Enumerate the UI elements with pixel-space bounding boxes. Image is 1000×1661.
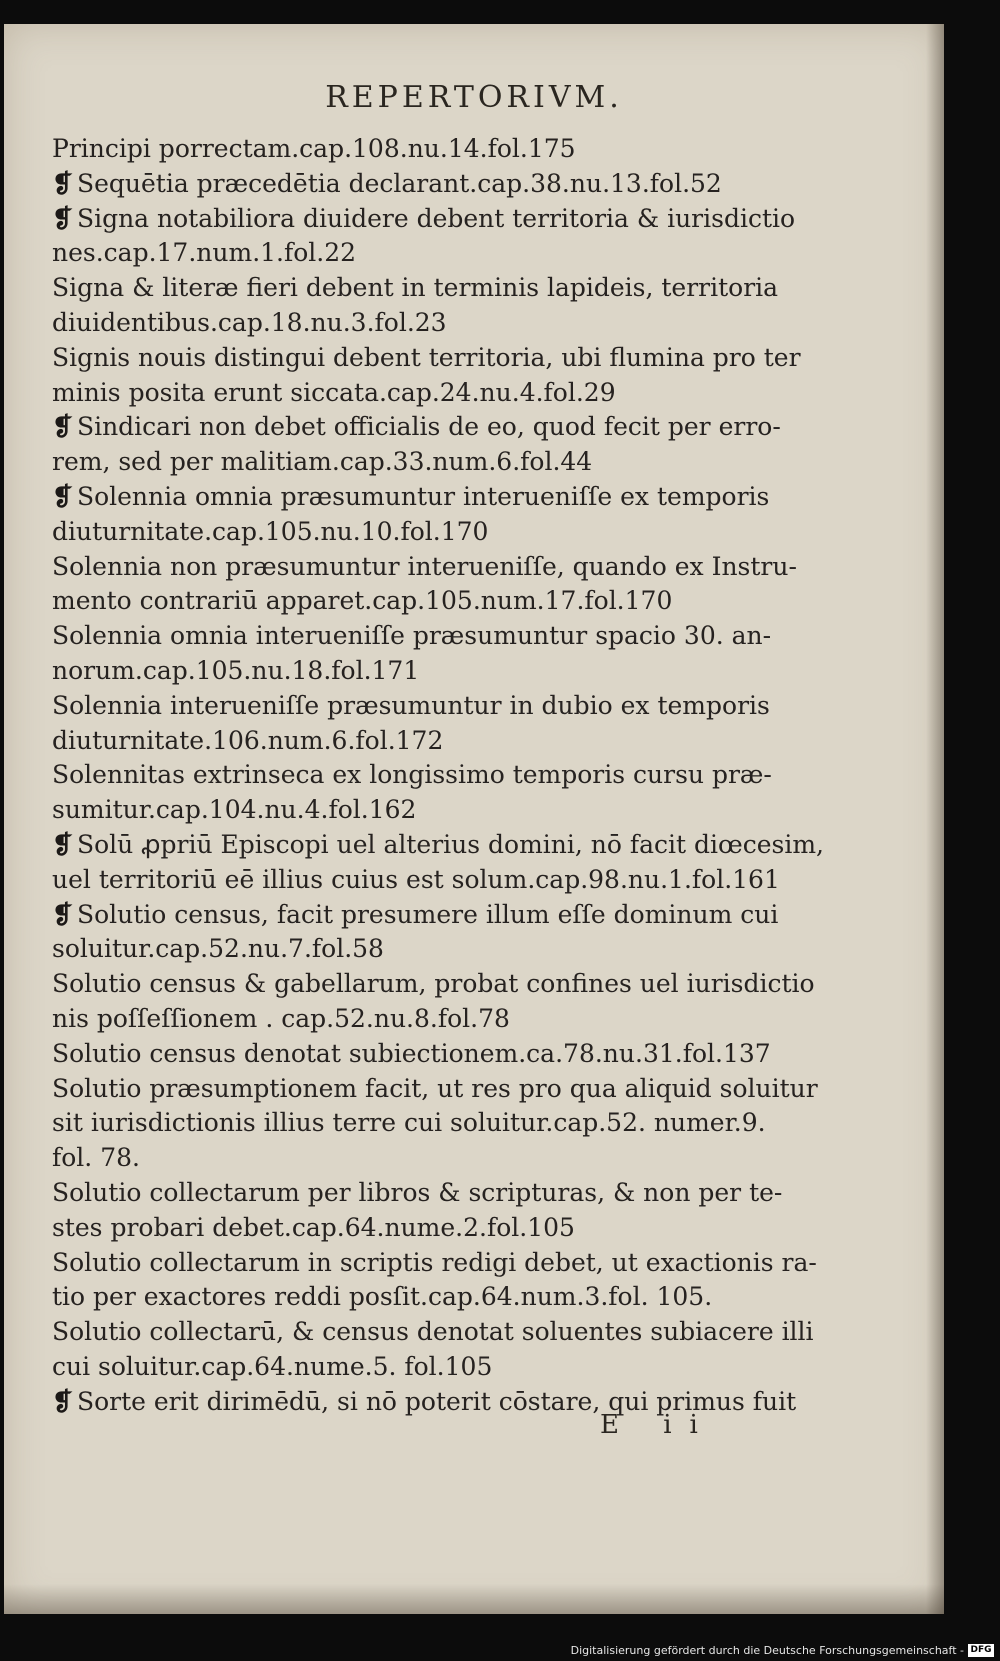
- entry-continuation-line: diuturnitate.106.num.6.fol.172: [52, 725, 444, 755]
- entry-continuation-line: soluitur.cap.52.nu.7.fol.58: [52, 934, 384, 964]
- signature-mark: E ii: [600, 1410, 716, 1440]
- entry-line: Solutio census & gabellarum, probat confines uel iurisdictio: [52, 969, 815, 999]
- index-entry: [52, 132, 772, 167]
- paragraph-mark-icon: ❡: [52, 203, 73, 233]
- index-entry: [52, 480, 772, 550]
- page-edge-shadow: [926, 24, 944, 1614]
- index-entry: [52, 1176, 783, 1246]
- entry-line: Signa & literæ fieri debent in terminis lapideis, territoria: [52, 273, 779, 303]
- entry-continuation-line: sit iurisdictionis illius terre cui soluitur.cap.52. numer.9.: [52, 1108, 766, 1138]
- entry-continuation-line: nes.cap.17.num.1.fol.22: [52, 238, 357, 268]
- entry-line: ❡ Sindicari non debet officialis de eo, quod fecit per erro-: [52, 412, 781, 442]
- entry-line: ❡ Sorte erit dirimēdū, si nō poterit cōstare, qui primus fuit: [52, 1386, 797, 1416]
- paragraph-mark-icon: ❡: [52, 481, 73, 511]
- entry-line: Solutio collectarū, & census denotat soluentes subiacere illi: [52, 1317, 814, 1347]
- entry-line: Solennitas extrinseca ex longissimo temporis cursu præ-: [52, 760, 772, 790]
- index-entry: [52, 550, 797, 620]
- paragraph-mark-icon: ❡: [52, 1386, 73, 1416]
- entry-continuation-line: minis posita erunt siccata.cap.24.nu.4.fol.29: [52, 377, 616, 407]
- index-entry: [52, 167, 772, 202]
- index-entries: [52, 132, 824, 1419]
- index-entry: [52, 828, 824, 898]
- entry-continuation-line: tio per exactores reddi posſit.cap.64.num.3.fol. 105.: [52, 1282, 713, 1312]
- entry-line: Solutio collectarum per libros & scripturas, & non per te-: [52, 1177, 783, 1207]
- running-head: REPERTORIVM.: [325, 80, 623, 115]
- dfg-logo: DFG: [968, 1644, 994, 1657]
- entry-continuation-line: nis poſſeſſionem . cap.52.nu.8.fol.78: [52, 1003, 510, 1033]
- entry-continuation-line: diuturnitate.cap.105.nu.10.fol.170: [52, 516, 489, 546]
- index-entry: [52, 898, 779, 968]
- paragraph-mark-icon: ❡: [52, 412, 73, 442]
- index-entry: [52, 1072, 818, 1176]
- paragraph-mark-icon: ❡: [52, 899, 73, 929]
- entry-continuation-line: uel territoriū eē illius cuius est solum.cap.98.nu.1.fol.161: [52, 864, 780, 894]
- page-bottom-shadow: [4, 1584, 944, 1614]
- entry-continuation-line: stes probari debet.cap.64.nume.2.fol.105: [52, 1212, 575, 1242]
- paragraph-mark-icon: ❡: [52, 168, 73, 198]
- entry-continuation-line: cui soluitur.cap.64.nume.5. fol.105: [52, 1351, 493, 1381]
- entry-line: Signis nouis distingui debent territoria, ubi flumina pro ter: [52, 342, 801, 372]
- index-entry: [52, 758, 772, 828]
- index-entry: [52, 410, 781, 480]
- entry-continuation-line: diuidentibus.cap.18.nu.3.fol.23: [52, 307, 447, 337]
- entry-line: Solennia interueniſſe præsumuntur in dubio ex temporis: [52, 690, 770, 720]
- index-entry: [52, 271, 779, 341]
- entry-line: ❡ Solennia omnia præsumuntur interueniſſe ex temporis: [52, 481, 770, 511]
- entry-continuation-line: rem, sed per malitiam.cap.33.num.6.fol.44: [52, 447, 593, 477]
- index-entry: [52, 202, 796, 272]
- index-entry: [52, 619, 772, 689]
- entry-continuation-line: sumitur.cap.104.nu.4.fol.162: [52, 795, 417, 825]
- index-entry: [52, 1037, 772, 1072]
- entry-line: ❡ Sequētia præcedētia declarant.cap.38.nu.13.fol.52: [52, 168, 722, 198]
- entry-line: Solutio census denotat subiectionem.ca.78.nu.31.fol.137: [52, 1038, 771, 1068]
- entry-line: Principi porrectam.cap.108.nu.14.fol.175: [52, 134, 576, 163]
- entry-line: Solennia omnia interueniſſe præsumuntur spacio 30. an-: [52, 621, 772, 651]
- entry-line: Solennia non præsumuntur interueniſſe, quando ex Instru-: [52, 551, 797, 581]
- entry-continuation-line: fol. 78.: [52, 1143, 140, 1173]
- entry-line: Solutio præsumptionem facit, ut res pro qua aliquid soluitur: [52, 1073, 818, 1103]
- index-entry: [52, 1246, 817, 1316]
- index-entry: [52, 689, 772, 759]
- entry-line: Solutio collectarum in scriptis redigi debet, ut exactionis ra-: [52, 1247, 817, 1277]
- entry-continuation-line: mento contrariū apparet.cap.105.num.17.fol.170: [52, 586, 673, 616]
- funding-credit: Digitalisierung gefördert durch die Deutsche Forschungsgemeinschaft -: [570, 1644, 964, 1657]
- paragraph-mark-icon: ❡: [52, 829, 73, 859]
- entry-continuation-line: norum.cap.105.nu.18.fol.171: [52, 655, 420, 685]
- book-page: [4, 24, 944, 1614]
- entry-line: ❡ Signa notabiliora diuidere debent territoria & iurisdictio: [52, 203, 796, 233]
- index-entry: [52, 1315, 814, 1385]
- footer-bar: [0, 1637, 1000, 1661]
- entry-line: ❡ Solū ꝓpriū Episcopi uel alterius domini, nō facit diœcesim,: [52, 829, 824, 859]
- index-entry: [52, 967, 815, 1037]
- entry-line: ❡ Solutio census, facit presumere illum eſſe dominum cui: [52, 899, 779, 929]
- index-entry: [52, 341, 801, 411]
